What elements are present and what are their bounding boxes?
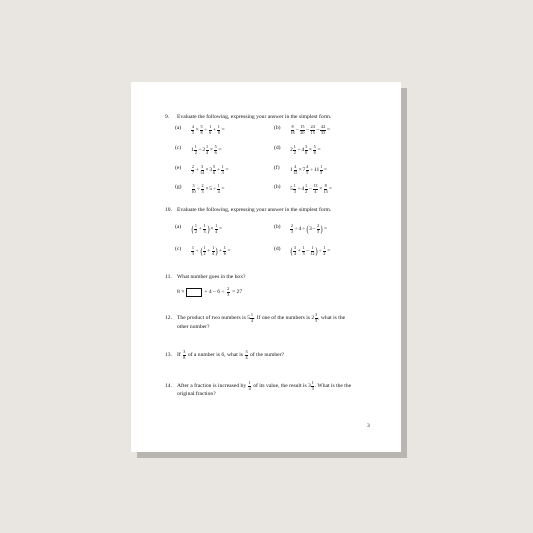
expression: $\frac{3}{10}$ ÷ $\frac{2}{3}$ × 5 ÷ $\frac{1}{4}$ = (191, 183, 225, 194)
question-text: Evaluate the following, expressing your answer in the simplest form. (177, 114, 332, 120)
page-number: 3 (367, 423, 370, 429)
expression: ( 1 2 + $\frac{1}{3}$ ) × $\frac{1}{4}$ = (191, 223, 223, 234)
question-text-line2: other number? (177, 324, 210, 330)
expression: 1 $\frac{4}{15}$ × 7 $\frac{4}{5}$ ÷ 11 $\frac{1}{5}$ = (290, 164, 328, 175)
part-label: (a) (175, 125, 182, 131)
expression: 8 × + 4 – 6 ÷ $\frac{2}{3}$ = 27 (177, 286, 243, 297)
expression: 5 $\frac{1}{3}$ ÷ 4 1 2 – $\frac{13}{4}$ × $\frac{8}{13}$ = (290, 183, 333, 194)
expression: 2 7 + $\frac{3}{14}$ × 3 5 6 + $\frac{1}{3}$ = (191, 164, 229, 175)
question-number: 9. (165, 114, 170, 120)
part-label: (c) (175, 246, 182, 252)
worksheet-page (131, 82, 401, 452)
expression: ( 3 4 + $\frac{1}{3}$ – 1 12 ) ÷ $\frac{1}{2}$ = (290, 245, 331, 256)
part-label: (c) (175, 145, 182, 151)
part-label: (h) (274, 184, 281, 190)
question-number: 12. (165, 315, 172, 321)
question-number: 11. (165, 274, 172, 280)
answer-box[interactable] (186, 288, 202, 297)
part-label: (b) (274, 224, 281, 230)
part-label: (g) (175, 184, 182, 190)
part-label: (d) (274, 145, 281, 151)
question-number: 10. (165, 207, 172, 213)
part-label: (d) (274, 246, 281, 252)
part-label: (f) (274, 165, 280, 171)
expression: 8 18 – 15 20 – 24 15 – $\frac{42}{35}$ = (290, 124, 330, 135)
expression: 1 $\frac{1}{2}$ ÷ 2 $\frac{1}{4}$ × $\frac{5}{6}$ = (191, 144, 222, 155)
question-text: What number goes in the box? (177, 274, 246, 280)
expression: $\frac{1}{3}$ ÷ ( 1 2 + $\frac{1}{4}$ ) + $\frac{1}{6}$ = (191, 245, 231, 256)
part-label: (a) (175, 224, 182, 230)
expression: $\frac{2}{3}$ ÷ 4 ÷ ( 3 – 2 5 ) = (290, 223, 328, 234)
question-number: 14. (165, 383, 172, 389)
expression: 2 $\frac{1}{2}$ ÷ 4 $\frac{3}{8}$ × $\frac{5}{8}$ = (290, 144, 321, 155)
question-text: The product of two numbers is 5 1 4 . If one of the numbers is 2 3 5 , what is the (177, 312, 346, 323)
part-label: (e) (175, 165, 182, 171)
question-text-line2: original fraction? (177, 391, 216, 397)
question-text: If 3 8 of a number is 6, what is 3 4 of the number? (177, 349, 284, 360)
question-number: 13. (165, 352, 172, 358)
expression: $\frac{4}{5}$ × $\frac{5}{8}$ ÷ $\frac{1}{6}$ + $\frac{1}{8}$ = (191, 124, 225, 135)
question-text: After a fraction is increased by 1 4 of its value, the result is 3 1 3 . What is the the (177, 380, 352, 391)
part-label: (b) (274, 125, 281, 131)
question-text: Evaluate the following, expressing your answer in the simplest form. (177, 207, 332, 213)
